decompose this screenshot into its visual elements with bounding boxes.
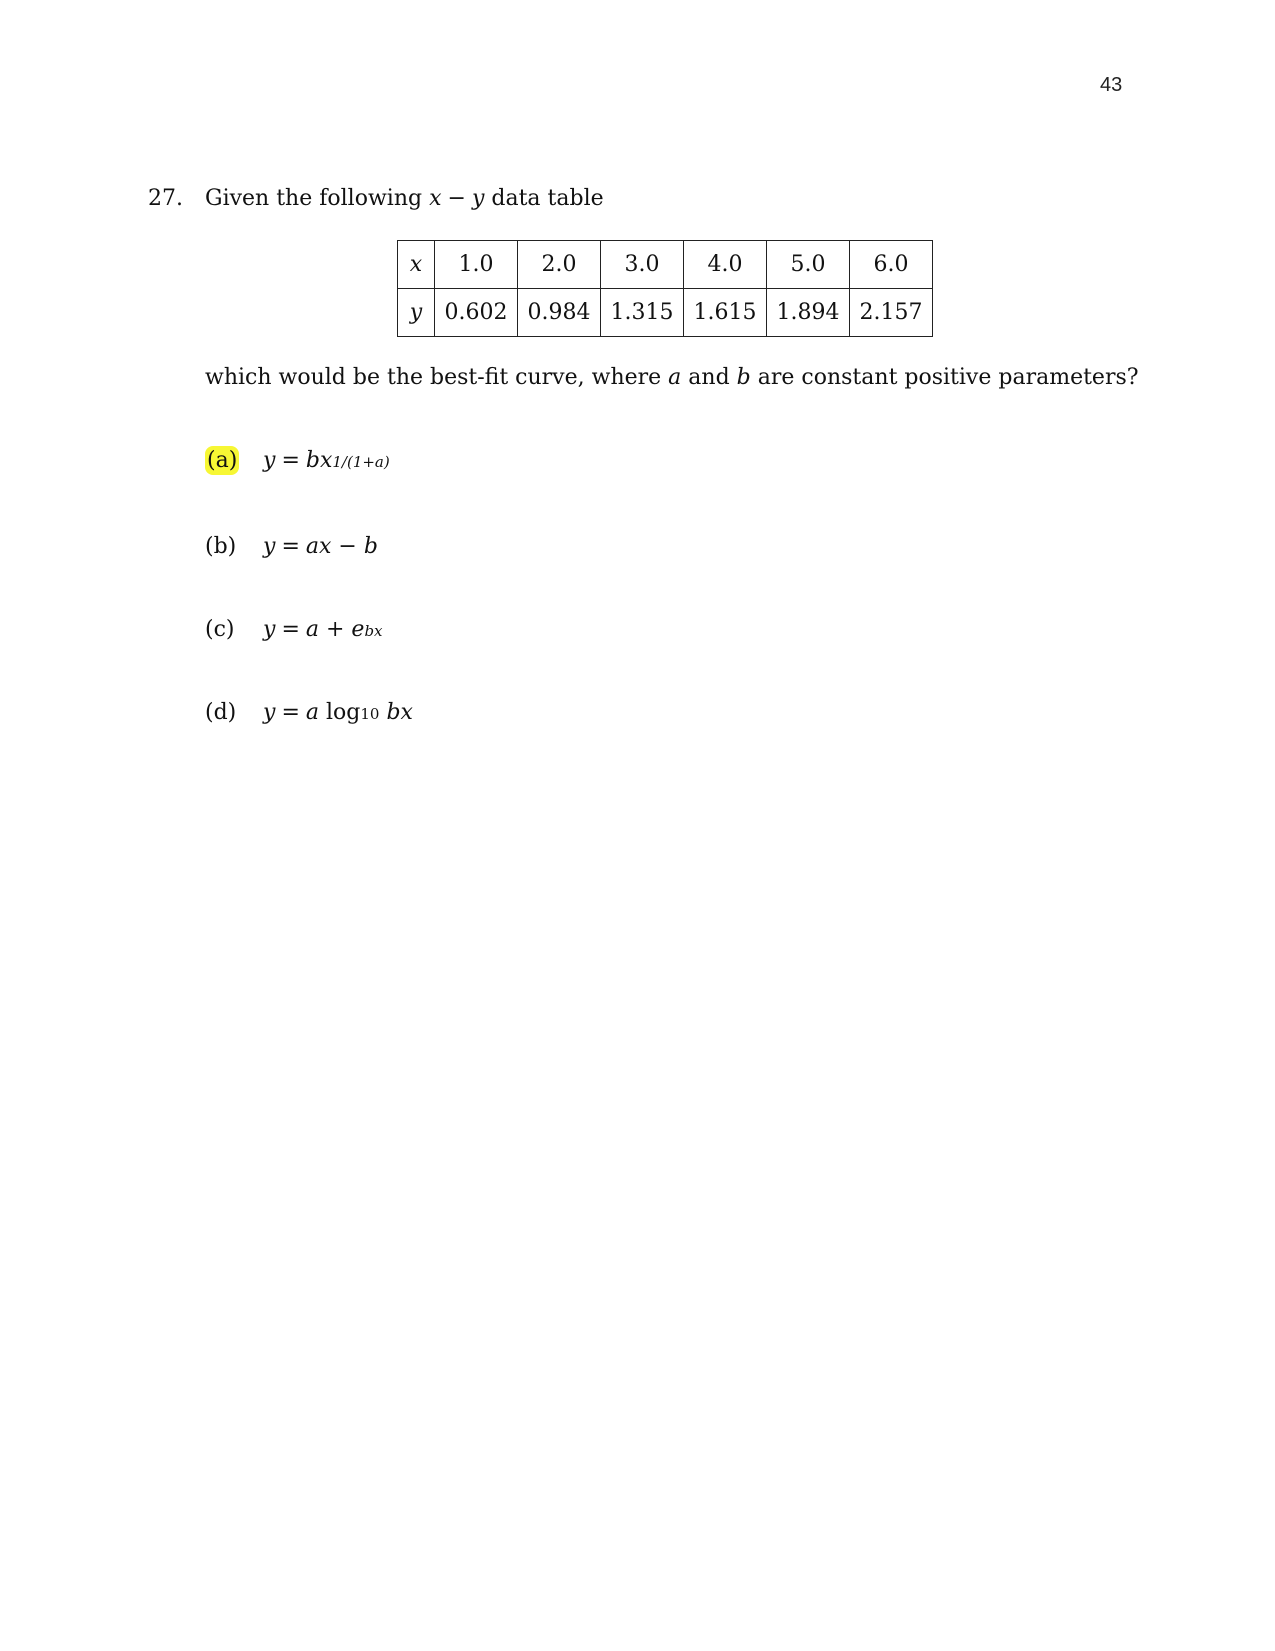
intro-var-y: y: [471, 186, 485, 211]
question-prompt: [205, 365, 1139, 390]
table-cell: 1.615: [684, 289, 767, 337]
question-number: 27.: [148, 186, 183, 211]
table-x-label: x: [398, 241, 435, 289]
option-lhs: y: [263, 448, 276, 473]
table-cell: 1.315: [601, 289, 684, 337]
option-eq: =: [281, 448, 300, 473]
table-cell: 5.0: [767, 241, 850, 289]
table-cell: 0.602: [435, 289, 518, 337]
option-a[interactable]: [205, 448, 390, 473]
prompt-and: and: [688, 365, 730, 390]
option-lhs: y: [263, 617, 276, 642]
table-row-x: [398, 241, 933, 289]
table-cell: 0.984: [518, 289, 601, 337]
prompt-var-a: a: [668, 365, 682, 390]
option-exponent: 1/(1+a): [332, 453, 390, 471]
page-number: 43: [1100, 74, 1123, 96]
option-label: (c): [205, 617, 235, 642]
question-intro: [205, 186, 604, 211]
table-cell: 4.0: [684, 241, 767, 289]
option-c[interactable]: [205, 617, 383, 642]
table-cell: 2.157: [850, 289, 933, 337]
intro-var-x: x: [429, 186, 442, 211]
table-y-label: y: [398, 289, 435, 337]
intro-suffix: data table: [491, 186, 604, 211]
prompt-var-b: b: [736, 365, 751, 390]
option-eq: =: [281, 700, 300, 725]
intro-minus: −: [447, 186, 466, 211]
option-rhs: ax − b: [305, 534, 378, 559]
option-log: log: [326, 700, 361, 725]
option-eq: =: [281, 617, 300, 642]
option-rhs-a: a: [305, 700, 319, 725]
table-cell: 6.0: [850, 241, 933, 289]
option-eq: =: [281, 534, 300, 559]
prompt-part1: which would be the best-fit curve, where: [205, 365, 662, 390]
data-table: [397, 240, 933, 337]
table-cell: 1.0: [435, 241, 518, 289]
option-rhs: bx: [305, 448, 333, 473]
option-b[interactable]: [205, 534, 378, 559]
option-label: (b): [205, 534, 237, 559]
table-cell: 1.894: [767, 289, 850, 337]
table-row-y: [398, 289, 933, 337]
prompt-part2: are constant positive parameters?: [757, 365, 1139, 390]
option-lhs: y: [263, 534, 276, 559]
option-label: [205, 448, 263, 473]
option-log-base: 10: [360, 705, 380, 723]
option-lhs: y: [263, 700, 276, 725]
option-label: (d): [205, 700, 237, 725]
option-rhs-bx: bx: [386, 700, 413, 725]
option-exponent: bx: [364, 622, 383, 640]
intro-text: Given the following: [205, 186, 423, 211]
highlight-mark: (a): [207, 448, 238, 473]
table-cell: 3.0: [601, 241, 684, 289]
option-rhs: a + e: [305, 617, 365, 642]
table-cell: 2.0: [518, 241, 601, 289]
option-d[interactable]: [205, 700, 413, 725]
